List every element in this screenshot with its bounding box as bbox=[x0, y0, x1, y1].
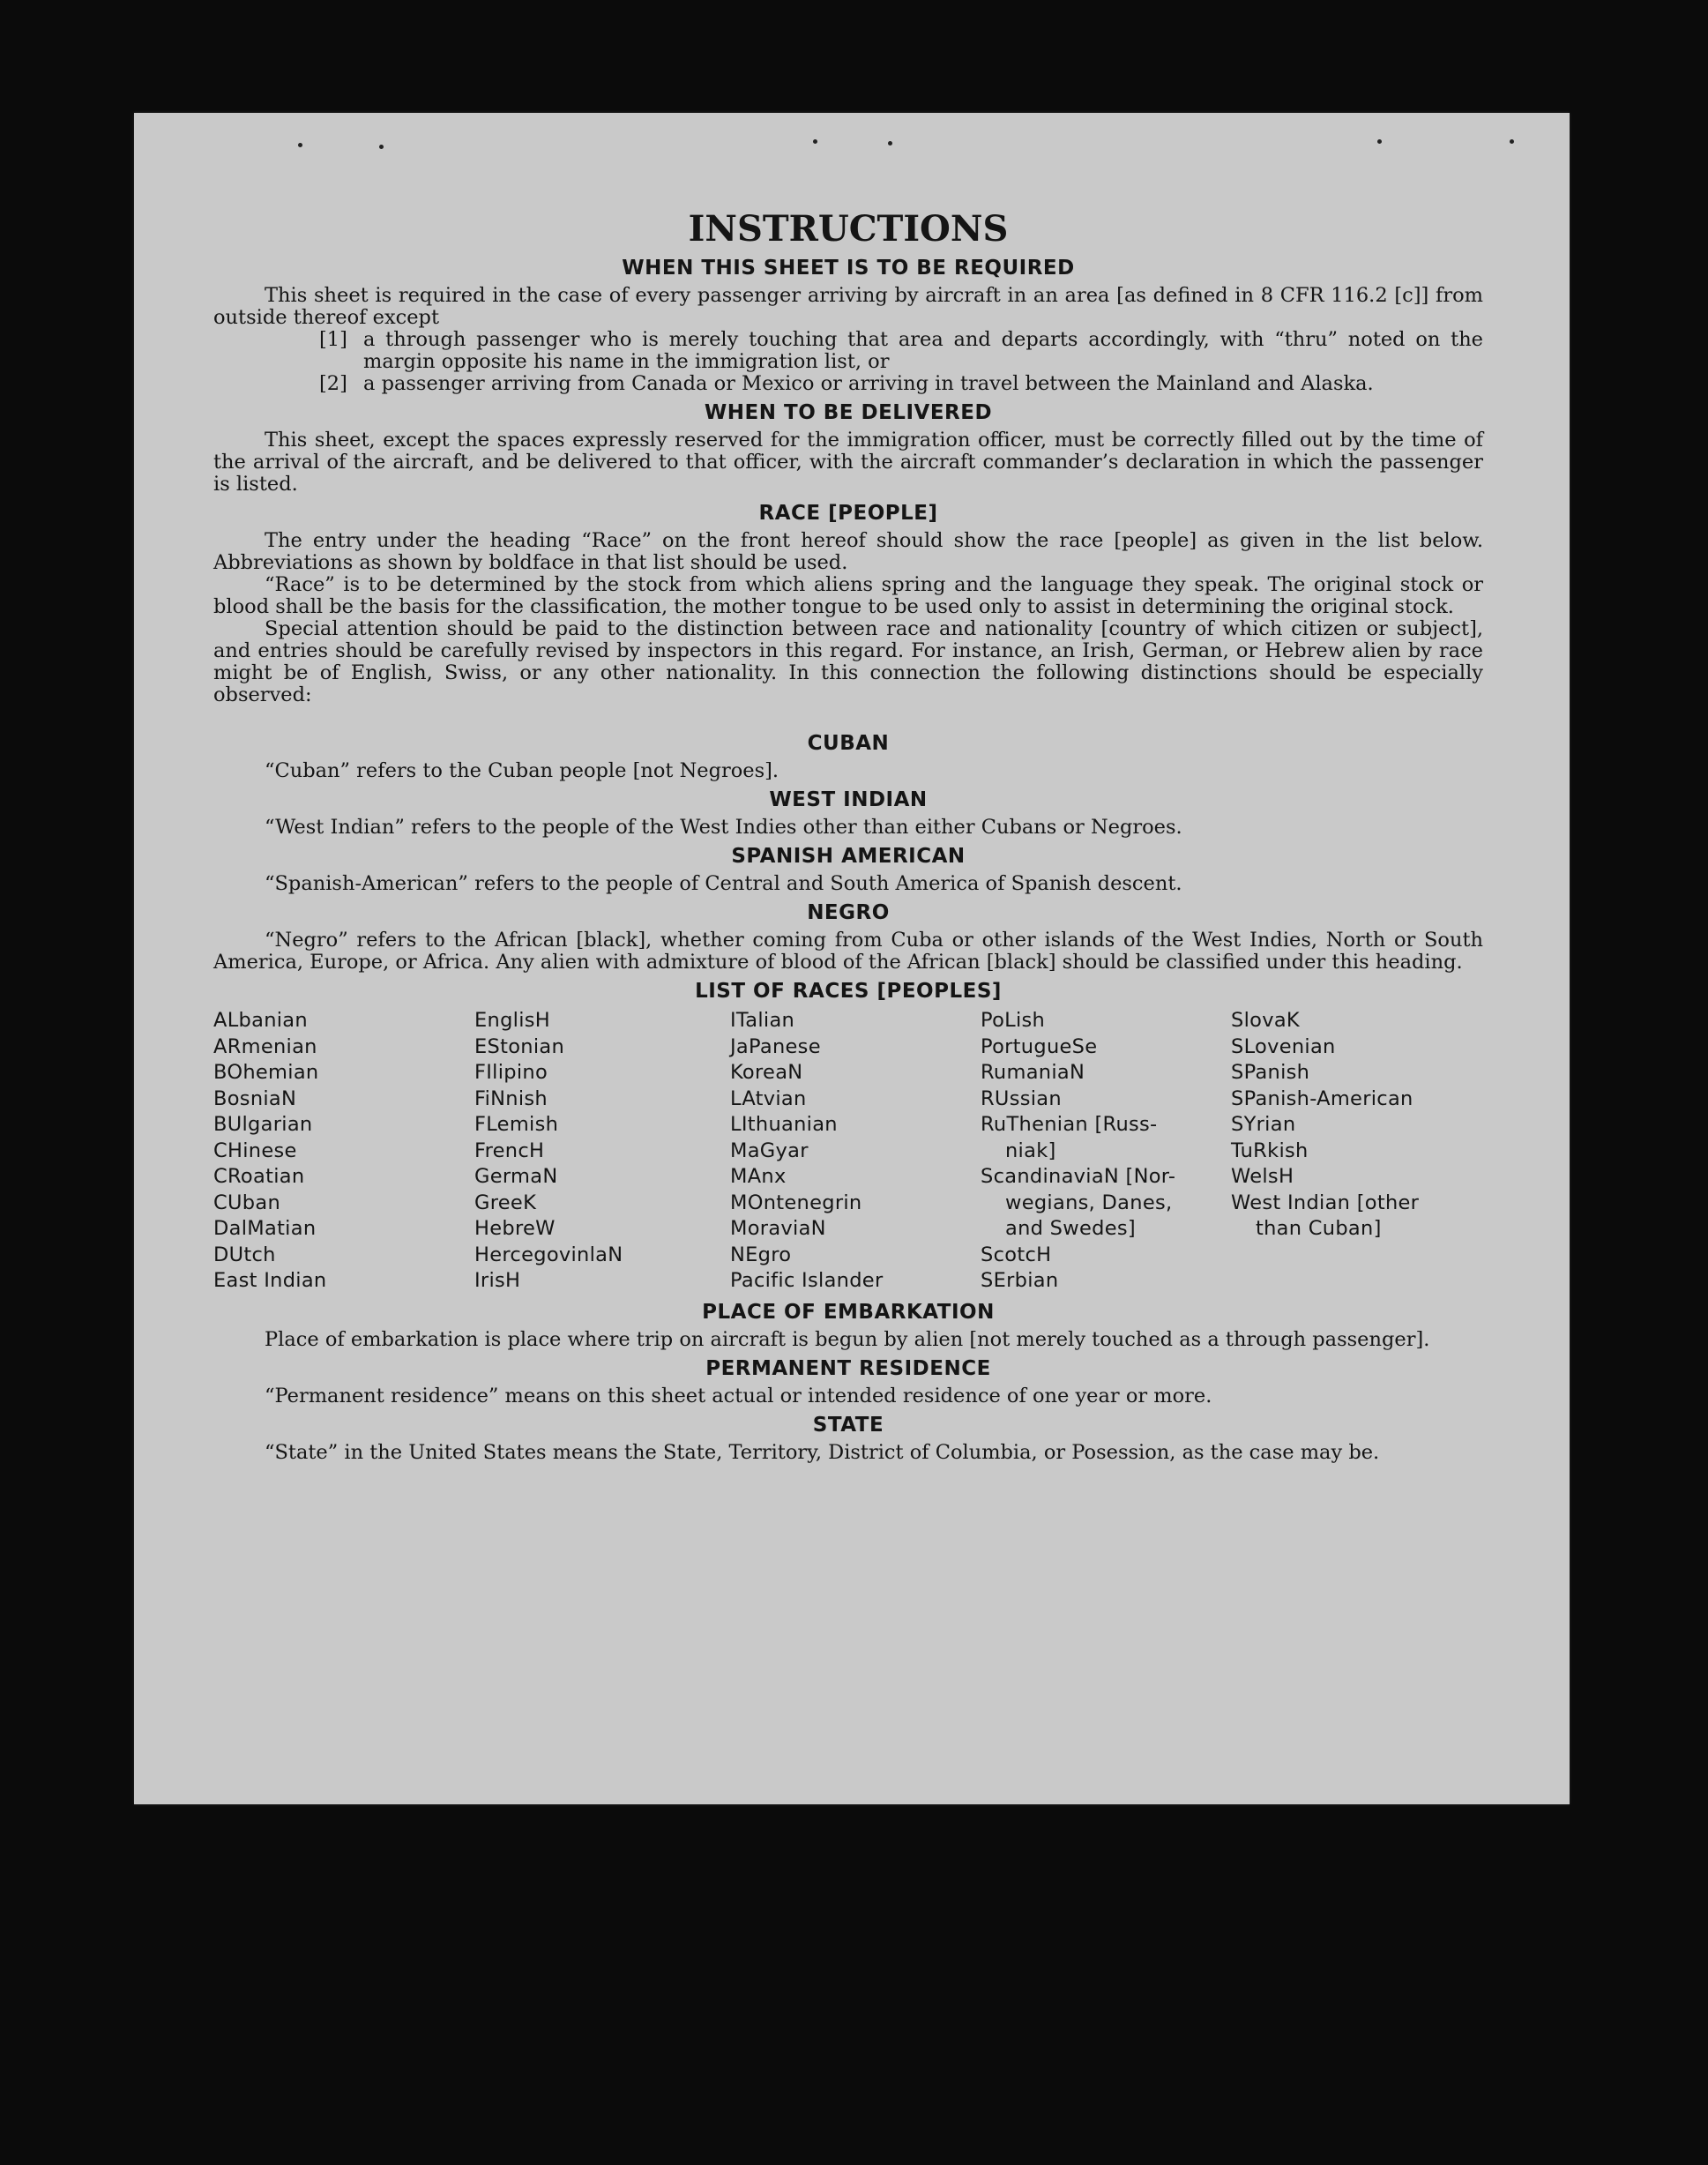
instructions-content bbox=[213, 208, 1483, 1464]
race-entry: Pacific Islander bbox=[730, 1269, 884, 1292]
exception-text: a through passenger who is merely touching that area and departs accordingly, with “thru” noted on the margin opposite his name in the immigration list, or bbox=[363, 328, 1483, 373]
race-entry: RUssian bbox=[981, 1086, 1062, 1110]
race-entry: DUtch bbox=[213, 1243, 276, 1266]
negro-text: “Negro” refers to the African [black], whether coming from Cuba or other islands of the West Indies, North or South America, Europe, or Africa. Any alien with admixture of blood of the African [black] should be classified under this heading. bbox=[213, 929, 1483, 974]
speck bbox=[379, 145, 384, 149]
permanent-residence-text: “Permanent residence” means on this sheet actual or intended residence of one year or more. bbox=[265, 1384, 1212, 1407]
race-entry: LIthuanian bbox=[730, 1113, 838, 1136]
race-entry: ScotcH bbox=[981, 1243, 1052, 1266]
races-list bbox=[213, 1008, 1483, 1295]
section-heading-when-delivered: WHEN TO BE DELIVERED bbox=[704, 401, 993, 424]
race-entry: JaPanese bbox=[730, 1034, 821, 1058]
race-entry: EStonian bbox=[474, 1034, 565, 1058]
race-entry: ALbanian bbox=[213, 1009, 308, 1032]
speck bbox=[888, 141, 892, 146]
page-title: INSTRUCTIONS bbox=[688, 208, 1009, 250]
race-entry: MOntenegrin bbox=[730, 1191, 862, 1214]
document-sheet bbox=[134, 113, 1570, 1804]
races-column bbox=[730, 1008, 981, 1295]
exceptions-list bbox=[319, 329, 1483, 395]
exception-number: [2] bbox=[319, 372, 347, 395]
west-indian-text: “West Indian” refers to the people of the West Indies other than either Cubans or Negroes. bbox=[265, 816, 1182, 839]
place-of-embarkation-text: Place of embarkation is place where trip on aircraft is begun by alien [not merely touched as a through passenger]. bbox=[265, 1327, 1430, 1351]
race-entry: HebreW bbox=[474, 1217, 556, 1240]
race-entry: MAnx bbox=[730, 1165, 787, 1188]
cuban-text: “Cuban” refers to the Cuban people [not Negroes]. bbox=[265, 759, 779, 782]
section-heading-state: STATE bbox=[812, 1413, 884, 1437]
race-entry: ITalian bbox=[730, 1009, 795, 1032]
spanish-american-text: “Spanish-American” refers to the people of Central and South America of Spanish descent. bbox=[265, 872, 1182, 895]
speck bbox=[298, 143, 302, 147]
race-entry: DalMatian bbox=[213, 1217, 317, 1240]
races-column bbox=[474, 1008, 730, 1295]
exception-item bbox=[319, 373, 1483, 395]
section-heading-cuban: CUBAN bbox=[807, 732, 890, 755]
race-entry: FiNnish bbox=[474, 1086, 548, 1110]
race-entry: than Cuban] bbox=[1256, 1217, 1382, 1240]
race-entry: HercegovinlaN bbox=[474, 1243, 623, 1266]
races-column bbox=[981, 1008, 1231, 1295]
exception-item bbox=[319, 329, 1483, 373]
race-entry: MaGyar bbox=[730, 1138, 809, 1162]
section-heading-spanish-american: SPANISH AMERICAN bbox=[731, 845, 966, 868]
race-entry: CHinese bbox=[213, 1138, 297, 1162]
race-entry: SlovaK bbox=[1231, 1009, 1300, 1032]
race-entry: BosniaN bbox=[213, 1086, 297, 1110]
when-required-intro: This sheet is required in the case of every passenger arriving by aircraft in an area [as defined in 8 CFR 116.2 [c]] from outside thereof except bbox=[213, 284, 1483, 329]
race-entry: SLovenian bbox=[1231, 1034, 1336, 1058]
when-delivered-text: This sheet, except the spaces expressly reserved for the immigration officer, must be correctly filled out by the time of the arrival of the aircraft, and be delivered to that officer, with the aircraft commander’s declaration in which the passenger is listed. bbox=[213, 429, 1483, 496]
section-heading-negro: NEGRO bbox=[807, 901, 890, 924]
race-paragraph: “Race” is to be determined by the stock from which aliens spring and the language they speak. The original stock or blood shall be the basis for the classification, the mother tongue to be used only to assist in determining the original stock. bbox=[213, 573, 1483, 618]
race-entry: wegians, Danes, bbox=[1005, 1191, 1173, 1214]
speck bbox=[813, 139, 817, 144]
race-entry: FLemish bbox=[474, 1113, 559, 1136]
race-entry: and Swedes] bbox=[1005, 1217, 1136, 1240]
race-entry: FIlipino bbox=[474, 1061, 548, 1084]
race-entry: PoLish bbox=[981, 1009, 1046, 1032]
section-heading-west-indian: WEST INDIAN bbox=[769, 788, 928, 811]
speck bbox=[1510, 139, 1514, 144]
race-entry: ScandinaviaN [Nor- bbox=[981, 1165, 1176, 1188]
race-entry: KoreaN bbox=[730, 1061, 803, 1084]
race-entry: IrisH bbox=[474, 1269, 521, 1292]
race-entry: NEgro bbox=[730, 1243, 792, 1266]
race-entry: West Indian [other bbox=[1231, 1191, 1420, 1214]
section-heading-place-of-embarkation: PLACE OF EMBARKATION bbox=[702, 1300, 995, 1324]
race-entry: CRoatian bbox=[213, 1165, 305, 1188]
race-entry: TuRkish bbox=[1231, 1138, 1309, 1162]
exception-number: [1] bbox=[319, 328, 347, 351]
race-entry: niak] bbox=[1005, 1138, 1056, 1162]
race-entry: SPanish bbox=[1231, 1061, 1310, 1084]
race-entry: BUlgarian bbox=[213, 1113, 313, 1136]
section-heading-permanent-residence: PERMANENT RESIDENCE bbox=[705, 1356, 991, 1380]
race-entry: PortugueSe bbox=[981, 1034, 1098, 1058]
section-heading-race: RACE [PEOPLE] bbox=[758, 502, 938, 525]
exception-text: a passenger arriving from Canada or Mexico or arriving in travel between the Mainland and Alaska. bbox=[363, 372, 1374, 395]
race-entry: GermaN bbox=[474, 1165, 558, 1188]
race-entry: RuThenian [Russ- bbox=[981, 1113, 1158, 1136]
races-column bbox=[1231, 1008, 1483, 1295]
race-entry: MoraviaN bbox=[730, 1217, 826, 1240]
race-entry: SYrian bbox=[1231, 1113, 1296, 1136]
race-entry: LAtvian bbox=[730, 1086, 807, 1110]
race-entry: FrencH bbox=[474, 1138, 545, 1162]
race-paragraph: Special attention should be paid to the distinction between race and nationality [country of which citizen or subject], and entries should be carefully revised by inspectors in this regard. For instance, an Irish, German, or Hebrew alien by race might be of English, Swiss, or any other nationality. In this connection the following distinctions should be especially observed: bbox=[213, 617, 1483, 706]
section-heading-when-required: WHEN THIS SHEET IS TO BE REQUIRED bbox=[622, 257, 1075, 280]
race-entry: SErbian bbox=[981, 1269, 1059, 1292]
race-paragraph: The entry under the heading “Race” on the front hereof should show the race [people] as given in the list below. Abbreviations as shown by boldface in that list should be used. bbox=[213, 529, 1483, 574]
race-entry: SPanish-American bbox=[1231, 1086, 1413, 1110]
race-entry: BOhemian bbox=[213, 1061, 319, 1084]
race-entry: WelsH bbox=[1231, 1165, 1294, 1188]
race-entry: ARmenian bbox=[213, 1034, 317, 1058]
race-entry: CUban bbox=[213, 1191, 281, 1214]
state-text: “State” in the United States means the State, Territory, District of Columbia, or Posession, as the case may be. bbox=[265, 1440, 1380, 1464]
races-column bbox=[213, 1008, 474, 1295]
race-entry: GreeK bbox=[474, 1191, 537, 1214]
race-entry: EnglisH bbox=[474, 1009, 551, 1032]
section-heading-list-of-races: LIST OF RACES [PEOPLES] bbox=[695, 980, 1002, 1003]
race-entry: East Indian bbox=[213, 1269, 327, 1292]
race-entry: RumaniaN bbox=[981, 1061, 1085, 1084]
speck bbox=[1377, 139, 1382, 144]
